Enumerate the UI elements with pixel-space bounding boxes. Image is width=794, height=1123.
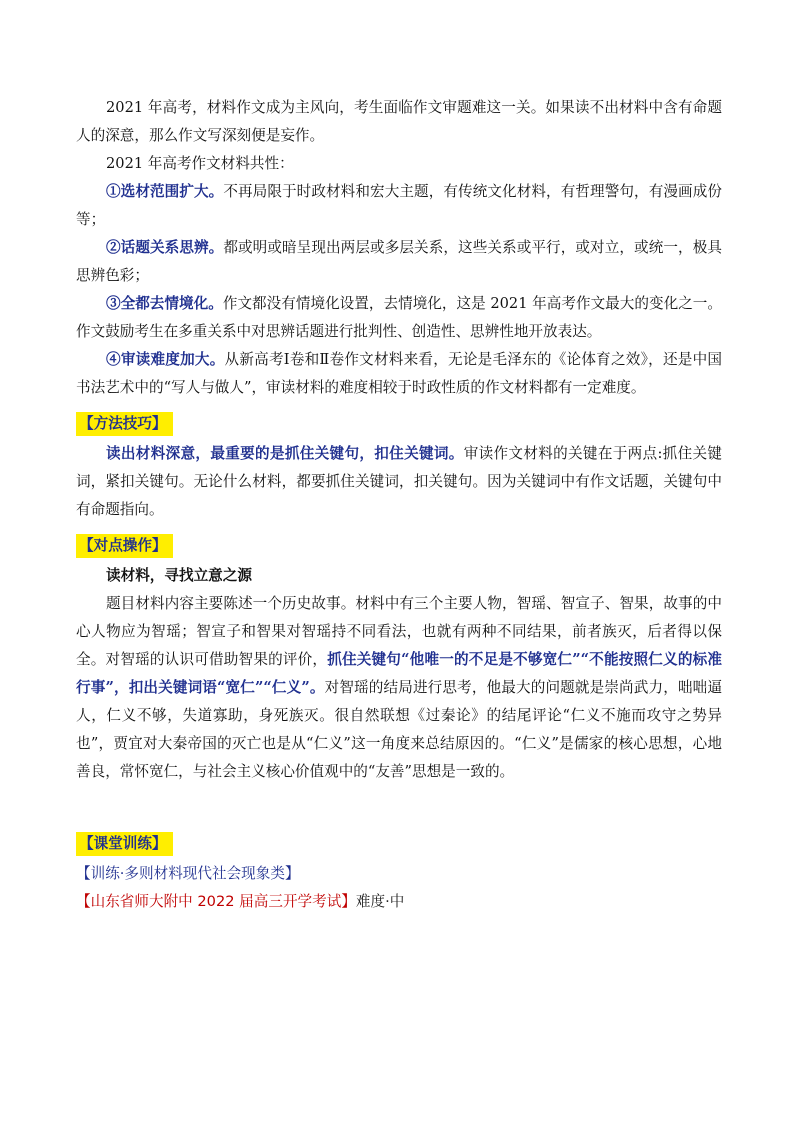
method-key-sentence: 读出材料深意，最重要的是抓住关键句，扣住关键词。 [106,445,464,462]
training-category: 【训练·多则材料现代社会现象类】 [76,865,300,882]
training-source-line [76,888,722,916]
trait-label: ②话题关系思辨。 [106,239,224,256]
trait-label: ①选材范围扩大。 [106,183,224,200]
trait-item [76,346,722,402]
practice-text-2: 对智瑶的结局进行思考，他最大的问题就是崇尚武力，咄咄逼人，仁义不够，失道寡助，身死族灭。很自然联想《过秦论》的结尾评论“仁义不施而攻守之势异也”，贾宜对大秦帝国的灭亡也是从“仁义”这一角度来总结原因的。“仁义”是儒家的核心思想，心地善良，常怀宽仁，与社会主义核心价值观中的“友善”思想是一致的。 [76,679,722,780]
practice-tag: 【对点操作】 [76,534,173,558]
practice-paragraph [76,590,722,786]
trait-text: 作文都没有情境化设置，去情境化，这是 2021 年高考作文最大的变化之一。作文鼓励考生在多重关系中对思辨话题进行批判性、创造性、思辨性地开放表达。 [76,295,722,340]
training-source: 【山东省师大附中 2022 届高三开学考试】 [76,893,356,910]
method-tag: 【方法技巧】 [76,412,173,436]
intro-paragraph-1: 2021 年高考，材料作文成为主风向，考生面临作文审题难这一关。如果读不出材料中含有命题人的深意，那么作文写深刻便是妄作。 [76,99,722,144]
practice-key-sentence: 抓住关键句“他唯一的不足是不够宽仁”“不能按照仁义的标准行事”，扣出关键词语“宽仁”“仁义”。 [76,651,722,696]
trait-text: 不再局限于时政材料和宏大主题，有传统文化材料，有哲理警句，有漫画成份等； [76,183,722,228]
trait-label: ④审读难度加大。 [106,351,225,368]
trait-label: ③全都去情境化。 [106,295,223,312]
method-paragraph [76,440,722,524]
method-text: 审读作文材料的关键在于两点:抓住关键词，紧扣关键句。无论什么材料，都要抓住关键词，扣关键句。因为关键词中有作文话题，关键句中有命题指向。 [76,445,722,518]
practice-heading: 读材料，寻找立意之源 [106,567,252,584]
intro-paragraph-2: 2021 年高考作文材料共性： [106,155,294,172]
practice-text-1: 题目材料内容主要陈述一个历史故事。材料中有三个主要人物，智瑶、智宣子、智果，故事的中心人物应为智瑶；智宣子和智果对智瑶持不同看法，也就有两种不同结果，前者族灭，后者得以保全。对智瑶的认识可借助智果的评价， [76,595,722,668]
training-difficulty: 难度·中 [355,893,405,910]
training-tag: 【课堂训练】 [76,832,173,856]
trait-item [76,178,722,234]
trait-text: 从新高考Ⅰ卷和Ⅱ卷作文材料来看，无论是毛泽东的《论体育之效》，还是中国书法艺术中的“写人与做人”，审读材料的难度相较于时政性质的作文材料都有一定难度。 [76,351,722,396]
trait-item [76,290,722,346]
trait-item [76,234,722,290]
document-page [76,94,722,916]
trait-text: 都或明或暗呈现出两层或多层关系，这些关系或平行，或对立，或统一，极具思辨色彩； [76,239,722,284]
